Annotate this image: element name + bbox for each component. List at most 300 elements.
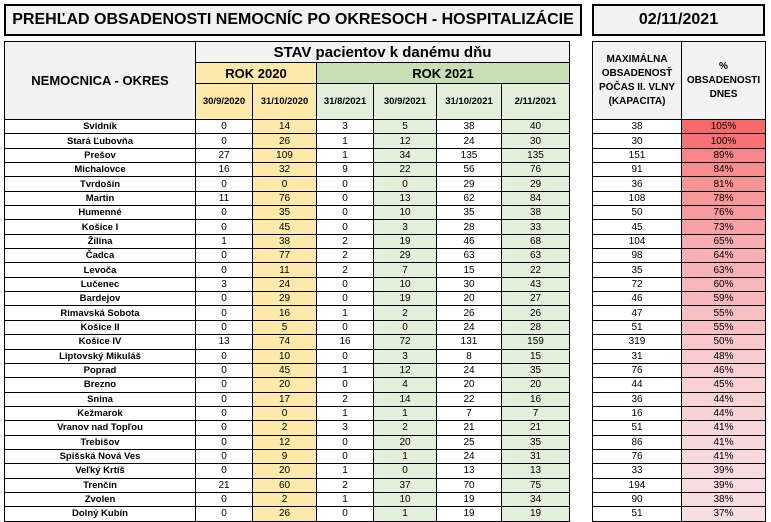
capacity-cell: 319 — [593, 335, 682, 349]
hospital-column-header: NEMOCNICA - OKRES — [5, 42, 196, 120]
table-row — [593, 349, 766, 363]
patient-count-cell: 1 — [317, 306, 374, 320]
hospital-name: Veľký Krtíš — [5, 464, 196, 478]
patient-count-cell: 0 — [196, 392, 253, 406]
hospital-name: Rimavská Sobota — [5, 306, 196, 320]
patient-count-cell: 14 — [374, 392, 437, 406]
patient-count-cell: 22 — [374, 163, 437, 177]
patient-count-cell: 35 — [502, 363, 570, 377]
patient-count-cell: 0 — [317, 449, 374, 463]
table-row — [5, 478, 570, 492]
table-row — [593, 492, 766, 506]
patient-count-cell: 30 — [502, 134, 570, 148]
table-row — [5, 292, 570, 306]
hospital-name: Trenčín — [5, 478, 196, 492]
hospital-name: Košice I — [5, 220, 196, 234]
patient-count-cell: 13 — [437, 464, 502, 478]
table-row — [5, 392, 570, 406]
patient-count-cell: 13 — [502, 464, 570, 478]
table-row — [5, 249, 570, 263]
table-row — [5, 464, 570, 478]
capacity-cell: 98 — [593, 249, 682, 263]
table-row — [593, 363, 766, 377]
hospital-name: Spišská Nová Ves — [5, 449, 196, 463]
patient-count-cell: 38 — [502, 206, 570, 220]
patient-count-cell: 0 — [317, 191, 374, 205]
hospital-name: Snina — [5, 392, 196, 406]
table-row — [593, 277, 766, 291]
occupancy-percent-cell: 76% — [682, 206, 766, 220]
patient-count-cell: 77 — [253, 249, 317, 263]
patient-count-cell: 2 — [317, 234, 374, 248]
patient-count-cell: 12 — [253, 435, 317, 449]
patient-count-cell: 60 — [253, 478, 317, 492]
patient-count-cell: 15 — [437, 263, 502, 277]
table-row — [593, 148, 766, 162]
patient-count-cell: 62 — [437, 191, 502, 205]
patient-count-cell: 20 — [374, 435, 437, 449]
patient-count-cell: 68 — [502, 234, 570, 248]
hospital-name: Svidník — [5, 120, 196, 134]
table-row — [593, 191, 766, 205]
patient-count-cell: 84 — [502, 191, 570, 205]
occupancy-percent-cell: 41% — [682, 449, 766, 463]
patient-count-cell: 12 — [374, 134, 437, 148]
patient-count-cell: 21 — [502, 421, 570, 435]
patient-count-cell: 10 — [374, 206, 437, 220]
table-row — [5, 148, 570, 162]
patient-count-cell: 1 — [374, 406, 437, 420]
patient-count-cell: 56 — [437, 163, 502, 177]
patient-count-cell: 16 — [196, 163, 253, 177]
table-row — [593, 378, 766, 392]
patient-count-cell: 10 — [374, 277, 437, 291]
table-row — [593, 220, 766, 234]
patient-count-cell: 74 — [253, 335, 317, 349]
table-row — [5, 435, 570, 449]
patient-count-cell: 0 — [317, 349, 374, 363]
patient-count-cell: 0 — [196, 263, 253, 277]
table-row — [593, 406, 766, 420]
patient-count-cell: 38 — [437, 120, 502, 134]
patient-count-cell: 34 — [374, 148, 437, 162]
occupancy-percent-cell: 38% — [682, 492, 766, 506]
patient-count-cell: 1 — [374, 507, 437, 521]
table-row — [5, 177, 570, 191]
table-row — [593, 320, 766, 334]
date-header: 31/8/2021 — [317, 84, 374, 120]
hospital-name: Trebišov — [5, 435, 196, 449]
patient-count-cell: 0 — [196, 421, 253, 435]
patient-count-cell: 16 — [253, 306, 317, 320]
patient-count-cell: 76 — [502, 163, 570, 177]
patient-count-cell: 0 — [317, 277, 374, 291]
patient-count-cell: 131 — [437, 335, 502, 349]
patient-count-cell: 21 — [437, 421, 502, 435]
patient-count-cell: 5 — [253, 320, 317, 334]
patient-count-cell: 2 — [317, 263, 374, 277]
patient-count-cell: 19 — [502, 507, 570, 521]
hospital-name: Košice IV — [5, 335, 196, 349]
patient-count-cell: 0 — [196, 292, 253, 306]
capacity-cell: 33 — [593, 464, 682, 478]
hospital-name: Zvolen — [5, 492, 196, 506]
table-row — [593, 177, 766, 191]
occupancy-percent-cell: 41% — [682, 435, 766, 449]
capacity-cell: 47 — [593, 306, 682, 320]
patient-count-cell: 2 — [374, 306, 437, 320]
hospital-name: Liptovský Mikuláš — [5, 349, 196, 363]
patient-count-cell: 0 — [253, 177, 317, 191]
capacity-cell: 51 — [593, 507, 682, 521]
table-row — [593, 421, 766, 435]
patient-count-cell: 25 — [437, 435, 502, 449]
patient-count-cell: 20 — [253, 378, 317, 392]
patient-count-cell: 34 — [502, 492, 570, 506]
date-header: 31/10/2020 — [253, 84, 317, 120]
capacity-cell: 151 — [593, 148, 682, 162]
year-2020-header: ROK 2020 — [196, 63, 317, 84]
report-title: PREHĽAD OBSADENOSTI NEMOCNÍC PO OKRESOCH - HOSPITALIZÁCIE — [4, 4, 582, 36]
occupancy-percent-cell: 105% — [682, 120, 766, 134]
patient-count-cell: 0 — [196, 363, 253, 377]
patient-count-cell: 30 — [437, 277, 502, 291]
hospital-name: Košice II — [5, 320, 196, 334]
capacity-cell: 104 — [593, 234, 682, 248]
patient-count-cell: 28 — [502, 320, 570, 334]
patient-count-cell: 45 — [253, 220, 317, 234]
occupancy-percent-cell: 41% — [682, 421, 766, 435]
table-row — [593, 435, 766, 449]
occupancy-percent-cell: 89% — [682, 148, 766, 162]
occupancy-percent-cell: 60% — [682, 277, 766, 291]
occupancy-percent-cell: 37% — [682, 507, 766, 521]
capacity-cell: 108 — [593, 191, 682, 205]
patient-count-cell: 1 — [374, 449, 437, 463]
patient-count-cell: 19 — [374, 292, 437, 306]
table-row — [5, 163, 570, 177]
occupancy-percent-cell: 100% — [682, 134, 766, 148]
percent-column-header — [682, 42, 766, 120]
patient-count-cell: 31 — [502, 449, 570, 463]
patient-count-cell: 2 — [317, 478, 374, 492]
patient-count-cell: 0 — [196, 206, 253, 220]
patient-count-cell: 2 — [317, 249, 374, 263]
occupancy-percent-cell: 81% — [682, 177, 766, 191]
occupancy-percent-cell: 55% — [682, 320, 766, 334]
hospital-name: Stará Ľubovňa — [5, 134, 196, 148]
capacity-cell: 76 — [593, 363, 682, 377]
capacity-cell: 31 — [593, 349, 682, 363]
table-row — [593, 206, 766, 220]
capacity-cell: 76 — [593, 449, 682, 463]
occupancy-percent-cell: 55% — [682, 306, 766, 320]
patient-count-cell: 2 — [317, 392, 374, 406]
patient-count-cell: 1 — [317, 406, 374, 420]
patient-count-cell: 0 — [317, 206, 374, 220]
patient-count-cell: 19 — [437, 492, 502, 506]
patient-count-cell: 14 — [253, 120, 317, 134]
occupancy-percent-cell: 39% — [682, 464, 766, 478]
capacity-cell: 35 — [593, 263, 682, 277]
capacity-header-line: MAXIMÁLNA — [606, 53, 668, 65]
occupancy-percent-cell: 39% — [682, 478, 766, 492]
patient-count-cell: 37 — [374, 478, 437, 492]
patient-count-cell: 35 — [437, 206, 502, 220]
capacity-table — [592, 41, 766, 522]
patient-count-cell: 0 — [317, 292, 374, 306]
patient-count-cell: 135 — [502, 148, 570, 162]
patient-count-cell: 63 — [502, 249, 570, 263]
table-row — [5, 263, 570, 277]
table-row — [593, 163, 766, 177]
patient-count-cell: 26 — [253, 507, 317, 521]
patient-count-cell: 26 — [253, 134, 317, 148]
table-row — [593, 249, 766, 263]
table-row — [5, 234, 570, 248]
patient-count-cell: 46 — [437, 234, 502, 248]
patient-count-cell: 24 — [437, 363, 502, 377]
table-row — [5, 220, 570, 234]
hospital-name: Dolný Kubín — [5, 507, 196, 521]
occupancy-percent-cell: 73% — [682, 220, 766, 234]
occupancy-percent-cell: 84% — [682, 163, 766, 177]
patient-count-cell: 27 — [196, 148, 253, 162]
patient-count-cell: 45 — [253, 363, 317, 377]
capacity-cell: 45 — [593, 220, 682, 234]
capacity-cell: 72 — [593, 277, 682, 291]
patient-count-cell: 0 — [196, 306, 253, 320]
table-row — [5, 378, 570, 392]
patient-count-cell: 0 — [253, 406, 317, 420]
patient-count-cell: 22 — [437, 392, 502, 406]
capacity-cell: 91 — [593, 163, 682, 177]
occupancy-percent-cell: 50% — [682, 335, 766, 349]
occupancy-percent-cell: 64% — [682, 249, 766, 263]
capacity-header-line: OBSADENOSŤ — [601, 67, 673, 79]
patient-count-cell: 0 — [196, 378, 253, 392]
patient-count-cell: 3 — [196, 277, 253, 291]
date-header: 2/11/2021 — [502, 84, 570, 120]
patient-count-cell: 9 — [317, 163, 374, 177]
patient-count-cell: 40 — [502, 120, 570, 134]
table-row — [5, 335, 570, 349]
patient-count-cell: 3 — [374, 349, 437, 363]
hospital-name: Brezno — [5, 378, 196, 392]
capacity-cell: 36 — [593, 177, 682, 191]
table-row — [5, 206, 570, 220]
patient-count-cell: 0 — [196, 406, 253, 420]
patient-count-cell: 12 — [374, 363, 437, 377]
patient-count-cell: 2 — [253, 421, 317, 435]
patient-count-cell: 0 — [374, 464, 437, 478]
patient-count-cell: 33 — [502, 220, 570, 234]
table-row — [5, 320, 570, 334]
patient-count-cell: 1 — [196, 234, 253, 248]
occupancy-percent-cell: 63% — [682, 263, 766, 277]
patient-count-cell: 0 — [196, 249, 253, 263]
patient-count-cell: 2 — [374, 421, 437, 435]
patient-count-cell: 7 — [502, 406, 570, 420]
occupancy-percent-cell: 65% — [682, 234, 766, 248]
table-row — [5, 363, 570, 377]
hospital-name: Martin — [5, 191, 196, 205]
patient-count-cell: 11 — [196, 191, 253, 205]
occupancy-percent-cell: 48% — [682, 349, 766, 363]
patient-count-cell: 0 — [196, 120, 253, 134]
patient-count-cell: 3 — [374, 220, 437, 234]
capacity-cell: 38 — [593, 120, 682, 134]
table-row — [593, 120, 766, 134]
patient-count-cell: 29 — [437, 177, 502, 191]
patient-count-cell: 24 — [253, 277, 317, 291]
percent-header-line: DNES — [709, 88, 738, 100]
table-row — [5, 492, 570, 506]
table-row — [593, 478, 766, 492]
year-2021-header: ROK 2021 — [317, 63, 570, 84]
patient-count-cell: 26 — [502, 306, 570, 320]
patient-count-cell: 0 — [196, 349, 253, 363]
hospital-name: Vranov nad Topľou — [5, 421, 196, 435]
patient-count-cell: 43 — [502, 277, 570, 291]
patient-count-cell: 29 — [253, 292, 317, 306]
patient-count-cell: 0 — [374, 177, 437, 191]
patient-count-cell: 24 — [437, 449, 502, 463]
patient-count-cell: 20 — [502, 378, 570, 392]
table-row — [5, 349, 570, 363]
capacity-cell: 51 — [593, 320, 682, 334]
patient-count-cell: 13 — [196, 335, 253, 349]
percent-header-line: OBSADENOSTI — [686, 74, 761, 86]
patient-count-cell: 0 — [317, 320, 374, 334]
table-row — [593, 306, 766, 320]
patient-count-cell: 0 — [317, 378, 374, 392]
hospital-name: Bardejov — [5, 292, 196, 306]
patient-count-cell: 27 — [502, 292, 570, 306]
hospital-name: Michalovce — [5, 163, 196, 177]
patient-count-cell: 7 — [437, 406, 502, 420]
table-row — [593, 263, 766, 277]
patient-count-cell: 38 — [253, 234, 317, 248]
report-date: 02/11/2021 — [592, 4, 765, 36]
occupancy-percent-cell: 78% — [682, 191, 766, 205]
patient-count-cell: 28 — [437, 220, 502, 234]
patient-count-cell: 0 — [196, 220, 253, 234]
patient-count-cell: 0 — [196, 320, 253, 334]
table-row — [593, 464, 766, 478]
table-row — [5, 277, 570, 291]
patient-count-cell: 20 — [437, 292, 502, 306]
patient-count-cell: 0 — [196, 449, 253, 463]
capacity-header-line: (KAPACITA) — [608, 95, 666, 107]
patient-count-cell: 3 — [317, 120, 374, 134]
patient-count-cell: 7 — [374, 263, 437, 277]
occupancy-table — [4, 41, 570, 522]
patient-count-cell: 16 — [317, 335, 374, 349]
table-row — [593, 392, 766, 406]
patient-count-cell: 13 — [374, 191, 437, 205]
capacity-cell: 50 — [593, 206, 682, 220]
table-row — [593, 449, 766, 463]
patient-count-cell: 29 — [374, 249, 437, 263]
patient-count-cell: 0 — [317, 220, 374, 234]
patient-count-cell: 75 — [502, 478, 570, 492]
capacity-cell: 46 — [593, 292, 682, 306]
patient-count-cell: 24 — [437, 134, 502, 148]
hospital-name: Prešov — [5, 148, 196, 162]
patient-count-cell: 22 — [502, 263, 570, 277]
patient-count-cell: 0 — [196, 464, 253, 478]
patient-count-cell: 1 — [317, 148, 374, 162]
hospital-name: Čadca — [5, 249, 196, 263]
patient-count-cell: 21 — [196, 478, 253, 492]
patient-count-cell: 9 — [253, 449, 317, 463]
capacity-header-line: POČAS II. VLNY — [598, 81, 676, 93]
occupancy-percent-cell: 44% — [682, 392, 766, 406]
patient-count-cell: 0 — [196, 492, 253, 506]
patient-count-cell: 11 — [253, 263, 317, 277]
occupancy-percent-cell: 46% — [682, 363, 766, 377]
status-header: STAV pacientov k danému dňu — [196, 42, 570, 63]
patient-count-cell: 3 — [317, 421, 374, 435]
hospital-name: Levoča — [5, 263, 196, 277]
patient-count-cell: 8 — [437, 349, 502, 363]
capacity-cell: 16 — [593, 406, 682, 420]
patient-count-cell: 35 — [253, 206, 317, 220]
hospital-name: Kežmarok — [5, 406, 196, 420]
capacity-cell: 44 — [593, 378, 682, 392]
patient-count-cell: 20 — [437, 378, 502, 392]
hospital-name: Žilina — [5, 234, 196, 248]
patient-count-cell: 32 — [253, 163, 317, 177]
occupancy-percent-cell: 59% — [682, 292, 766, 306]
patient-count-cell: 1 — [317, 134, 374, 148]
patient-count-cell: 63 — [437, 249, 502, 263]
table-row — [593, 234, 766, 248]
table-row — [5, 421, 570, 435]
table-row — [593, 292, 766, 306]
patient-count-cell: 26 — [437, 306, 502, 320]
patient-count-cell: 20 — [253, 464, 317, 478]
capacity-column-header — [593, 42, 682, 120]
patient-count-cell: 0 — [317, 177, 374, 191]
patient-count-cell: 0 — [196, 507, 253, 521]
patient-count-cell: 0 — [196, 435, 253, 449]
patient-count-cell: 16 — [502, 392, 570, 406]
patient-count-cell: 19 — [437, 507, 502, 521]
patient-count-cell: 72 — [374, 335, 437, 349]
hospital-name: Poprad — [5, 363, 196, 377]
percent-header-line: % — [719, 60, 728, 72]
date-header: 30/9/2020 — [196, 84, 253, 120]
table-row — [5, 449, 570, 463]
capacity-cell: 30 — [593, 134, 682, 148]
patient-count-cell: 10 — [374, 492, 437, 506]
patient-count-cell: 70 — [437, 478, 502, 492]
table-row — [5, 120, 570, 134]
date-header: 31/10/2021 — [437, 84, 502, 120]
occupancy-percent-cell: 44% — [682, 406, 766, 420]
patient-count-cell: 0 — [317, 507, 374, 521]
hospital-name: Lučenec — [5, 277, 196, 291]
hospital-name: Tvrdošín — [5, 177, 196, 191]
capacity-cell: 51 — [593, 421, 682, 435]
patient-count-cell: 4 — [374, 378, 437, 392]
table-row — [5, 134, 570, 148]
capacity-cell: 36 — [593, 392, 682, 406]
table-row — [5, 406, 570, 420]
capacity-cell: 194 — [593, 478, 682, 492]
